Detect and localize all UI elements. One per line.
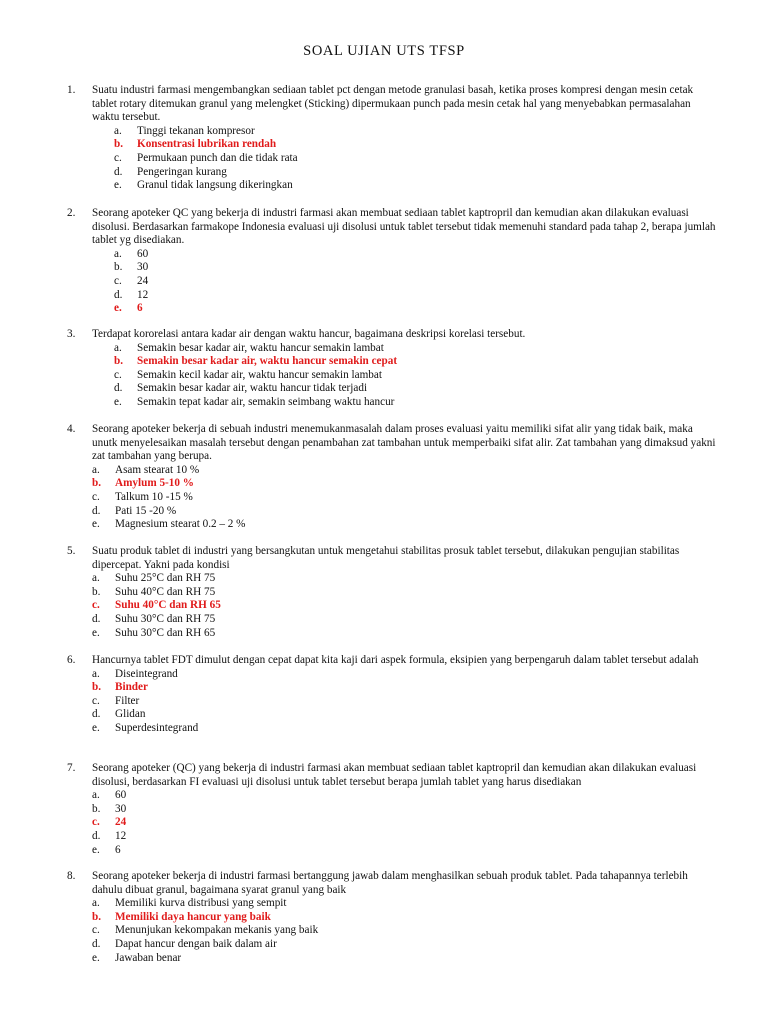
option-letter: c. — [92, 694, 100, 707]
option-letter: d. — [92, 504, 101, 517]
question-number: 1. — [67, 84, 76, 96]
option-text: Jawaban benar — [115, 951, 182, 964]
option-b — [67, 261, 717, 275]
option-c — [67, 152, 717, 166]
option-list — [67, 572, 717, 640]
option-letter: c. — [114, 368, 122, 381]
option-text: Suhu 30°C dan RH 75 — [115, 612, 216, 625]
option-b-answer — [67, 911, 717, 925]
option-letter: b. — [114, 138, 124, 151]
option-text: 24 — [137, 274, 149, 287]
question-text: Suatu industri farmasi mengembangkan sediaan tablet pct dengan metode granulasi basah, ketika proses kompresi dengan mesin cetak tablet rotary ditemukan granul yang melengket (Sticking) dipermukaan punch pada mesin cetak hal yang menyebabkan permasalahan waktu tersebut. — [92, 84, 694, 124]
option-text: Talkum 10 -15 % — [115, 490, 193, 503]
question-text: Terdapat kororelasi antara kadar air dengan waktu hancur, bagaimana deskripsi korelasi tersebut. — [92, 328, 526, 340]
option-d — [67, 830, 717, 844]
option-text: Amylum 5-10 % — [115, 477, 194, 490]
question-8 — [67, 870, 717, 965]
option-d — [67, 613, 717, 627]
option-d — [67, 166, 717, 180]
option-letter: b. — [114, 261, 123, 274]
question-text: Seorang apoteker QC yang bekerja di industri farmasi akan membuat sediaan tablet kaptropril dan kemudian akan dilakukan evaluasi disolusi. Berdasarkan farmakope Indonesia evaluasi uji disolusi untuk tablet tersebut tidak memenuhi standard pada tahap 2, berapa jumlah tablet yg disediakan. — [92, 207, 716, 247]
question-4 — [67, 423, 717, 532]
option-c — [67, 924, 717, 938]
option-letter: d. — [92, 829, 101, 842]
option-e-answer — [67, 302, 717, 316]
option-letter: e. — [114, 395, 122, 408]
option-letter: c. — [114, 151, 122, 164]
option-a — [67, 789, 717, 803]
option-e — [67, 518, 717, 532]
option-text: Tinggi tekanan kompresor — [137, 124, 255, 137]
page-title: SOAL UJIAN UTS TFSP — [303, 43, 465, 59]
option-b — [67, 586, 717, 600]
option-letter: e. — [92, 951, 100, 964]
option-d — [67, 938, 717, 952]
option-letter: b. — [92, 802, 101, 815]
option-d — [67, 505, 717, 519]
option-letter: a. — [92, 463, 100, 476]
question-text: Suatu produk tablet di industri yang bersangkutan untuk mengetahui stabilitas prosuk tablet tersebut, dilakukan pengujian stabilitas dipercepat. Yakni pada kondisi — [92, 545, 680, 571]
option-text: Semakin besar kadar air, waktu hancur semakin lambat — [137, 341, 384, 354]
option-text: Diseintegrand — [115, 667, 178, 680]
question-number: 4. — [67, 423, 76, 435]
option-list — [67, 125, 717, 193]
option-d — [67, 289, 717, 303]
option-letter: a. — [92, 572, 100, 585]
option-text: Filter — [115, 694, 140, 707]
option-text: Magnesium stearat 0.2 – 2 % — [115, 518, 246, 531]
question-number: 8. — [67, 870, 76, 882]
question-text: Seorang apoteker bekerja di industri farmasi bertanggung jawab dalam menghasilkan sebuah produk tablet. Pada tahapannya terlebih dahulu dibuat granul, bagaimana syarat granul yang baik — [92, 870, 688, 896]
question-7 — [67, 762, 717, 857]
option-letter: e. — [92, 518, 100, 531]
option-letter: e. — [114, 302, 122, 315]
option-letter: e. — [114, 179, 122, 192]
option-e — [67, 396, 717, 410]
option-letter: d. — [92, 612, 101, 625]
option-text: 24 — [115, 816, 127, 829]
option-e — [67, 627, 717, 641]
option-e — [67, 844, 717, 858]
option-text: Superdesintegrand — [115, 721, 199, 734]
option-letter: a. — [92, 789, 100, 802]
option-text: Menunjukan kekompakan mekanis yang baik — [115, 924, 319, 937]
option-b-answer — [67, 355, 717, 369]
option-text: 12 — [137, 288, 149, 301]
option-c — [67, 369, 717, 383]
option-text: Semakin kecil kadar air, waktu hancur semakin lambat — [137, 368, 382, 381]
option-letter: b. — [92, 681, 102, 694]
option-a — [67, 464, 717, 478]
question-2 — [67, 207, 717, 316]
option-text: Semakin besar kadar air, waktu hancur semakin cepat — [137, 355, 398, 368]
option-c-answer — [67, 816, 717, 830]
option-text: 60 — [115, 789, 127, 802]
option-letter: c. — [92, 599, 100, 612]
option-a — [67, 342, 717, 356]
option-text: 12 — [115, 829, 127, 842]
option-list — [67, 342, 717, 410]
option-list — [67, 248, 717, 316]
option-a — [67, 248, 717, 262]
option-d — [67, 708, 717, 722]
question-text: Hancurnya tablet FDT dimulut dengan cepat dapat kita kaji dari aspek formula, eksipien yang berpengaruh dalam tablet tersebut adalah — [92, 654, 699, 666]
option-c — [67, 275, 717, 289]
question-3 — [67, 328, 717, 410]
option-text: Semakin tepat kadar air, semakin seimbang waktu hancur — [137, 395, 395, 408]
option-text: Permukaan punch dan die tidak rata — [137, 151, 298, 164]
question-number: 2. — [67, 207, 76, 219]
option-text: Pati 15 -20 % — [115, 504, 177, 517]
option-letter: b. — [92, 477, 102, 490]
question-1 — [67, 84, 717, 193]
option-letter: a. — [92, 897, 100, 910]
option-text: Pengeringan kurang — [137, 165, 227, 178]
option-text: 6 — [137, 302, 143, 315]
option-letter: e. — [92, 843, 100, 856]
option-text: Konsentrasi lubrikan rendah — [137, 138, 277, 151]
option-letter: d. — [114, 165, 123, 178]
option-text: Suhu 40°C dan RH 65 — [115, 599, 221, 612]
option-letter: d. — [92, 937, 101, 950]
question-text: Seorang apoteker (QC) yang bekerja di industri farmasi akan membuat sediaan tablet kaptropril dan kemudian akan dilakukan evaluasi disolusi, berdasarkan FI evaluasi uji disolusi untuk tablet tersebut berapa jumlah tablet yang harus disediakan — [92, 762, 697, 788]
option-letter: a. — [114, 247, 122, 260]
option-letter: b. — [92, 910, 102, 923]
option-e — [67, 179, 717, 193]
option-text: Semakin besar kadar air, waktu hancur tidak terjadi — [137, 382, 368, 395]
option-b-answer — [67, 138, 717, 152]
option-list — [67, 789, 717, 857]
question-number: 7. — [67, 762, 76, 774]
option-letter: b. — [92, 585, 101, 598]
option-a — [67, 572, 717, 586]
option-text: Dapat hancur dengan baik dalam air — [115, 937, 277, 950]
option-text: Glidan — [115, 708, 146, 721]
option-letter: c. — [92, 490, 100, 503]
option-a — [67, 668, 717, 682]
option-text: Asam stearat 10 % — [115, 463, 200, 476]
option-letter: d. — [92, 708, 101, 721]
option-text: Memiliki daya hancur yang baik — [115, 910, 271, 923]
option-letter: a. — [114, 124, 122, 137]
option-list — [67, 464, 717, 532]
option-letter: c. — [114, 274, 122, 287]
question-text: Seorang apoteker bekerja di sebuah industri menemukanmasalah dalam proses evaluasi yaitu memiliki sifat alir yang tidak baik, maka unutk menyelesaikan masalah tersebut dengan penambahan zat tambahan untuk memperbaiki sifat alir. Zat tambahan yang dimaksud yakni zat tambahan yang berupa. — [92, 423, 716, 463]
option-b-answer — [67, 681, 717, 695]
question-number: 3. — [67, 328, 76, 340]
option-c-answer — [67, 599, 717, 613]
option-list — [67, 897, 717, 965]
option-letter: d. — [114, 288, 123, 301]
option-letter: d. — [114, 382, 123, 395]
question-5 — [67, 545, 717, 640]
option-a — [67, 897, 717, 911]
option-text: 30 — [137, 261, 149, 274]
option-text: Memiliki kurva distribusi yang sempit — [115, 897, 287, 910]
option-text: Suhu 30°C dan RH 65 — [115, 626, 216, 639]
option-list — [67, 668, 717, 736]
option-letter: a. — [92, 667, 100, 680]
option-a — [67, 125, 717, 139]
option-c — [67, 695, 717, 709]
option-letter: e. — [92, 626, 100, 639]
question-6 — [67, 654, 717, 736]
option-text: Suhu 25°C dan RH 75 — [115, 572, 216, 585]
option-letter: a. — [114, 341, 122, 354]
option-b-answer — [67, 477, 717, 491]
option-text: 60 — [137, 247, 149, 260]
option-c — [67, 491, 717, 505]
option-e — [67, 722, 717, 736]
option-text: 30 — [115, 802, 127, 815]
question-number: 6. — [67, 654, 76, 666]
option-text: Suhu 40°C dan RH 75 — [115, 585, 216, 598]
option-text: 6 — [115, 843, 121, 856]
option-e — [67, 952, 717, 966]
option-text: Binder — [115, 681, 148, 694]
question-number: 5. — [67, 545, 76, 557]
option-text: Granul tidak langsung dikeringkan — [137, 179, 293, 192]
option-d — [67, 382, 717, 396]
option-b — [67, 803, 717, 817]
option-letter: c. — [92, 924, 100, 937]
option-letter: b. — [114, 355, 124, 368]
option-letter: e. — [92, 721, 100, 734]
option-letter: c. — [92, 816, 100, 829]
